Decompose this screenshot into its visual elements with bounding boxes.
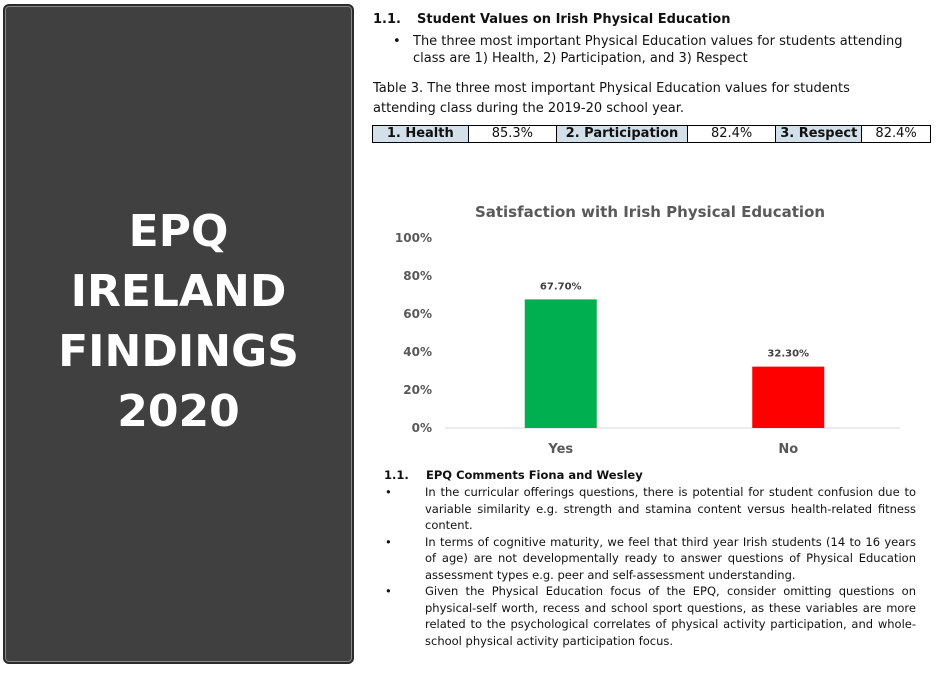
y-tick-label: 100% [394,231,432,245]
y-tick-label: 60% [403,307,432,321]
bar-no [752,367,824,428]
bullet-text: The three most important Physical Education values for students attending class are 1) Health, 2) Participation, and 3) Respect [413,34,903,66]
sidebar-title [5,202,352,442]
section-heading-values [373,12,731,27]
values-table [372,125,931,143]
section-title: EPQ Comments Fiona and Wesley [426,468,643,482]
y-tick-label: 80% [403,269,432,283]
x-tick-label: No [778,442,799,457]
list-item [385,534,916,584]
table-cell-label: 3. Respect [776,126,862,143]
table-caption: Table 3. The three most important Physical Education values for students attending class during the 2019-20 school year. [373,81,850,116]
comments-bullet-list [385,484,916,649]
bullet-text: Given the Physical Education focus of the EPQ, consider omitting questions on physical-self worth, recess and school sport questions, as these variables are more related to the psychological correlates of physical activity participation, and whole-school physical activity participation focus. [425,584,916,648]
bullet-text: In the curricular offerings questions, there is potential for student confusion due to variable similarity e.g. strength and stamina content versus health-related fitness content. [425,485,916,532]
sidebar-title-line: 2020 [117,386,240,437]
satisfaction-chart [370,190,930,470]
chart-title: Satisfaction with Irish Physical Education [474,203,826,221]
list-item [393,33,913,67]
section-heading-comments [384,468,643,482]
y-tick-label: 0% [411,421,432,435]
section-number: 1.1. [373,12,401,27]
bullet-icon: • [385,534,392,549]
bar-yes [525,299,597,428]
table-cell-value: 85.3% [468,126,557,143]
bullet-icon: • [385,584,392,598]
list-item [385,583,916,649]
bullet-icon: • [385,485,392,499]
table-cell-value: 82.4% [862,126,931,143]
sidebar-panel [3,4,354,664]
chart-bars [525,281,825,428]
sidebar-title-line: EPQ [128,206,229,257]
y-tick-label: 20% [403,383,432,397]
table-cell-label: 1. Health [373,126,469,143]
data-label: 32.30% [767,348,810,360]
bullet-text: In terms of cognitive maturity, we feel that third year Irish students (14 to 16 years of age) are not developmentally ready to answer questions of Physical Education assessment types e.g. peer and self-assessment understanding. [425,534,916,582]
table-row [373,126,931,143]
sidebar-title-line: IRELAND [70,266,287,317]
bullet-icon: • [393,34,401,49]
section-number: 1.1. [384,468,409,482]
data-label: 67.70% [539,281,582,293]
table-cell-value: 82.4% [687,126,776,143]
section-title: Student Values on Irish Physical Education [417,12,731,27]
y-tick-label: 40% [403,345,432,359]
list-item [385,484,916,534]
sidebar-title-line: FINDINGS [58,326,299,377]
values-bullet-list [393,33,913,67]
x-tick-label: Yes [548,442,574,457]
table-cell-label: 2. Participation [557,126,688,143]
